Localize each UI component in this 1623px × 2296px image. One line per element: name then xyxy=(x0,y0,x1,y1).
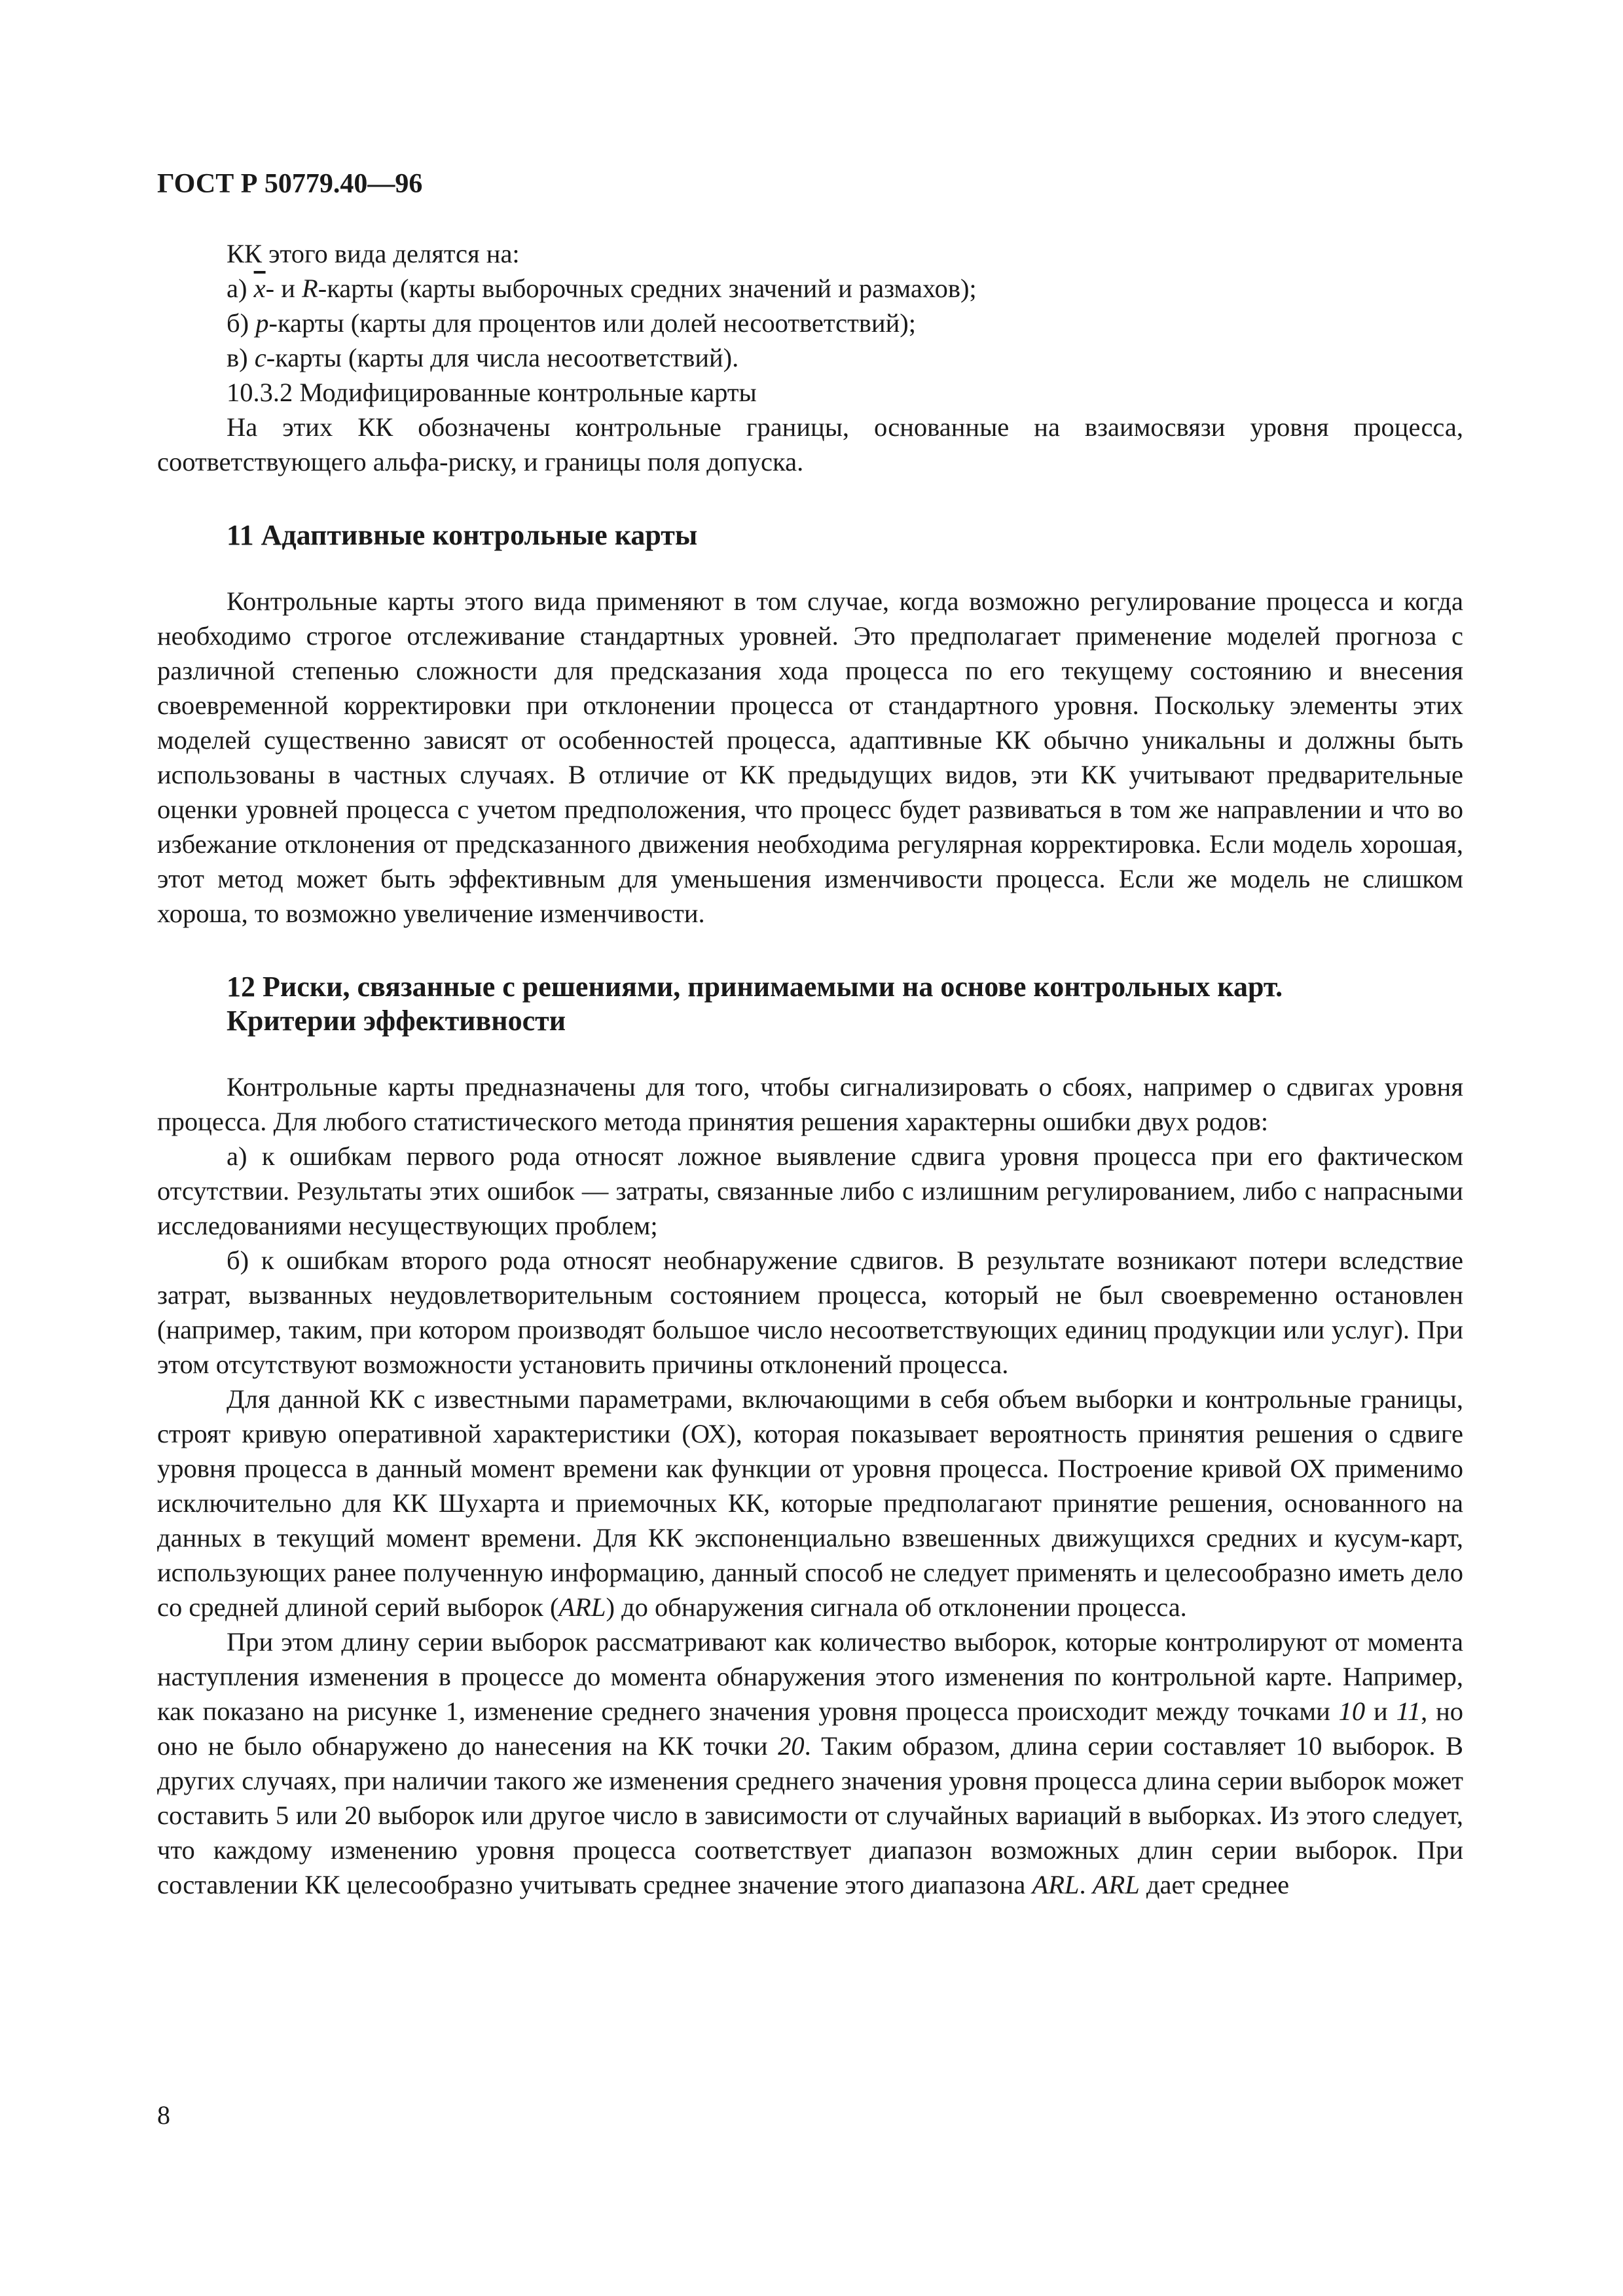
modified-charts-text: На этих КК обозначены контрольные границы, основанные на взаимосвязи уровня процесса, соответствующего альфа-риску, и границы поля допуска. xyxy=(157,412,1463,476)
document-code: ГОСТ Р 50779.40—96 xyxy=(157,169,423,199)
list-item-c: в) c-карты (карты для числа несоответствий). xyxy=(227,343,739,372)
section-12-paragraph-5: При этом длину серии выборок рассматривают как количество выборок, которые контролируют от момента наступления изменения в процессе до момента обнаружения этого изменения по контрольной карте. Например, как показано на рисунке 1, изменение среднего значения уровня процесса происходит между точками 10 и 11, но оно не было обнаружено до нанесения на КК точки 20. Таким образом, длина серии составляет 10 выборок. В других случаях, при наличии такого же изменения среднего значения уровня процесса длина серии выборок может составить 5 или 20 выборок или другое число в зависимости от случайных вариаций в выборках. Из этого следует, что каждому изменению уровня процесса соответствует диапазон возможных длин серии выборок. При составлении КК целесообразно учитывать среднее значение этого диапазона ARL. ARL дает среднее xyxy=(157,1627,1463,1899)
list-item-a: а) $\overline{x}-$ и R-карты (карты выборочных средних значений и размахов); xyxy=(227,274,977,303)
r-symbol: R xyxy=(302,274,318,303)
section-12-title: 12 Риски, связанные с решениями, принимаемыми на основе контрольных карт. Критерии эффективности xyxy=(227,971,1283,1037)
section-12-paragraph-3: б) к ошибкам второго рода относят необнаружение сдвигов. В результате возникают потери вследствие затрат, вызванных неудовлетворительным состоянием процесса, который не был своевременно остановлен (например, таким, при котором производят большое число несоответствующих единиц продукции или услуг). При этом отсутствуют возможности установить причины отклонений процесса. xyxy=(157,1246,1463,1379)
section-12-paragraph-1: Контрольные карты предназначены для того, чтобы сигнализировать о сбоях, например о сдвигах уровня процесса. Для любого статистического метода принятия решения характерны ошибки двух родов: xyxy=(157,1072,1463,1136)
x-bar-symbol: $\overline{x}$ xyxy=(253,274,266,303)
list-item-b: б) p-карты (карты для процентов или долей несоответствий); xyxy=(227,308,916,338)
c-symbol: c xyxy=(254,343,266,372)
page-content xyxy=(157,154,1463,1902)
section-11-body: Контрольные карты этого вида применяют в том случае, когда возможно регулирование процесса и когда необходимо строгое отслеживание стандартных уровней. Это предполагает применение моделей прогноза с различной степенью сложности для предсказания хода процесса по его текущему состоянию и внесения своевременной корректировки при отклонении процесса от стандартного уровня. Поскольку элементы этих моделей существенно зависят от особенностей процесса, адаптивные КК обычно уникальны и должны быть использованы в частных случаях. В отличие от КК предыдущих видов, эти КК учитывают предварительные оценки уровней процесса с учетом предположения, что процесс будет развиваться в том же направлении и что во избежание отклонения от предсказанного движения необходима регулярная корректировка. Если модель хорошая, этот метод может быть эффективным для уменьшения изменчивости процесса. Если же модель не слишком хороша, то возможно увеличение изменчивости. xyxy=(157,586,1463,928)
arl-term: ARL xyxy=(1032,1870,1080,1899)
section-12-paragraph-4: Для данной КК с известными параметрами, включающими в себя объем выборки и контрольные границы, строят кривую оперативной характеристики (ОХ), которая показывает вероятность принятия решения о сдвиге уровня процесса в данный момент времени как функции от уровня процесса. Построение кривой ОХ применимо исключительно для КК Шухарта и приемочных КК, которые предполагают принятие решения, основанного на данных в текущий момент времени. Для КК экспоненциально взвешенных движущихся средних и кусум-карт, использующих ранее полученную информацию, данный способ не следует применять и целесообразно иметь дело со средней длиной серий выборок (ARL) до обнаружения сигнала об отклонении процесса. xyxy=(157,1384,1463,1622)
page-number: 8 xyxy=(157,2100,170,2130)
arl-term: ARL xyxy=(558,1592,606,1622)
section-11-title: 11 Адаптивные контрольные карты xyxy=(227,519,698,551)
section-12-paragraph-2: а) к ошибкам первого рода относят ложное выявление сдвига уровня процесса при его фактическом отсутствии. Результаты этих ошибок — затраты, связанные либо с излишним регулированием, либо с напрасными исследованиями несуществующих проблем; xyxy=(157,1141,1463,1240)
intro-lead: КК этого вида делятся на: xyxy=(227,239,520,268)
arl-term: ARL xyxy=(1092,1870,1140,1899)
subsection-heading: 10.3.2 Модифицированные контрольные карты xyxy=(227,378,757,407)
p-symbol: p xyxy=(255,308,269,338)
